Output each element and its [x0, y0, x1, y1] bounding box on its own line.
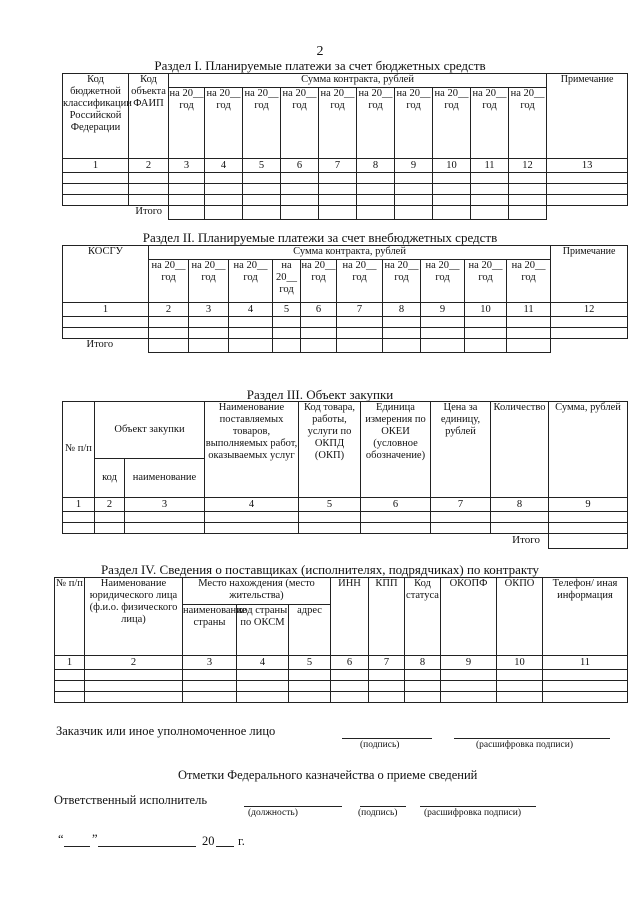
col-number: 8 [383, 303, 421, 317]
col-status: Код статуса [405, 578, 441, 656]
col-number: 9 [421, 303, 465, 317]
col-number: 2 [95, 498, 125, 512]
col-number: 3 [183, 656, 237, 670]
year-col: на 20__ год [169, 88, 205, 159]
table-row [63, 512, 628, 523]
col-number: 5 [299, 498, 361, 512]
year-col: на 20__ год [229, 260, 273, 303]
section-2-table [62, 245, 628, 353]
table-row [63, 184, 628, 195]
col-address: адрес [289, 605, 331, 656]
date-day-line [64, 846, 90, 847]
section-2-title: Раздел II. Планируемые платежи за счет внебюджетных средств [142, 230, 498, 245]
table-row [55, 692, 628, 703]
col-number: 6 [281, 159, 319, 173]
col-country-name: наименование страны [183, 605, 237, 656]
col-number: 11 [507, 303, 551, 317]
col-sum: Сумма контракта, рублей [149, 246, 551, 260]
col-number: 7 [319, 159, 357, 173]
col-number: 3 [189, 303, 229, 317]
col-note: Примечание [551, 246, 628, 303]
col-kbk: Код бюджетной классификации Российской Федерации [63, 74, 129, 159]
col-okpo: ОКПО [497, 578, 543, 656]
page-number: 2 [316, 44, 324, 59]
executor-label: Ответственный исполнитель [54, 793, 208, 807]
col-number: 2 [85, 656, 183, 670]
col-goods: Наименование поставляемых товаров, выполняемых работ, оказываемых услуг [205, 402, 299, 498]
decode-caption: (расшифровка подписи) [424, 808, 521, 818]
year-col: на 20__ год [205, 88, 243, 159]
col-number: 8 [405, 656, 441, 670]
col-num: № п/п [63, 402, 95, 498]
col-number: 1 [63, 498, 95, 512]
col-number: 7 [369, 656, 405, 670]
col-phone: Телефон/ иная информация [543, 578, 628, 656]
year-col: на 20__ год [301, 260, 337, 303]
total-label: Итого [135, 206, 162, 217]
col-okei: Единица измерения по ОКЕИ (условное обозначение) [361, 402, 431, 498]
position-caption: (должность) [248, 808, 298, 818]
total-label: Итого [512, 534, 540, 546]
col-number: 9 [395, 159, 433, 173]
col-number: 10 [497, 656, 543, 670]
year-col: на 20__ год [319, 88, 357, 159]
year-col: на 20__ год [509, 88, 547, 159]
col-number: 2 [149, 303, 189, 317]
col-number: 6 [361, 498, 431, 512]
col-number: 1 [63, 303, 149, 317]
year-col: на 20__ год [281, 88, 319, 159]
year-col: на 20__ год [189, 260, 229, 303]
col-number: 4 [205, 159, 243, 173]
col-total: Сумма, рублей [549, 402, 628, 498]
col-code: код [95, 459, 125, 498]
year-col: на 20__ год [471, 88, 509, 159]
col-faip: Код объекта ФАИП [129, 74, 169, 159]
table-row [55, 670, 628, 681]
col-number: 1 [55, 656, 85, 670]
col-note: Примечание [547, 74, 628, 159]
table-row [63, 328, 628, 339]
col-number: 6 [331, 656, 369, 670]
section-3-title: Раздел III. Объект закупки [246, 387, 394, 402]
col-number: 11 [471, 159, 509, 173]
col-number: 5 [273, 303, 301, 317]
col-number: 10 [433, 159, 471, 173]
col-okpd: Код товара, работы, услуги по ОКПД (ОКП) [299, 402, 361, 498]
col-number: 11 [543, 656, 628, 670]
col-kosgu: КОСГУ [63, 246, 149, 303]
col-object: Объект закупки [95, 402, 205, 459]
col-number: 9 [549, 498, 628, 512]
section-3-table [62, 401, 628, 549]
section-1-table [62, 73, 628, 220]
year-col: на 20__ год [243, 88, 281, 159]
year-col: на 20__ год [357, 88, 395, 159]
col-name: Наименование юридического лица (ф.и.о. физического лица) [85, 578, 183, 656]
col-qty: Количество [491, 402, 549, 498]
year-col: на 20__ год [465, 260, 507, 303]
col-number: 3 [169, 159, 205, 173]
table-row [63, 317, 628, 328]
date-quote-close: ” [92, 832, 98, 846]
col-number: 12 [509, 159, 547, 173]
col-number: 8 [491, 498, 549, 512]
year-col: на 20__ год [395, 88, 433, 159]
col-number: 5 [289, 656, 331, 670]
col-number: 7 [431, 498, 491, 512]
signature-line [360, 806, 406, 807]
col-number: 4 [205, 498, 299, 512]
signature-caption: (подпись) [360, 740, 400, 750]
col-number: 4 [237, 656, 289, 670]
table-row [63, 523, 628, 534]
decode-line [454, 738, 610, 739]
col-number: 8 [357, 159, 395, 173]
decode-caption: (расшифровка подписи) [476, 740, 573, 750]
section-4-table [54, 577, 628, 703]
col-number: 1 [63, 159, 129, 173]
col-number: 12 [551, 303, 628, 317]
year-col: на 20__ год [273, 260, 301, 303]
date-quote-open: “ [58, 832, 64, 846]
position-line [244, 806, 342, 807]
year-col: на 20__ год [149, 260, 189, 303]
table-row [55, 681, 628, 692]
section-4-title: Раздел IV. Сведения о поставщиках (исполнителях, подрядчиках) по контракту [100, 562, 540, 577]
decode-line [420, 806, 536, 807]
col-number: 6 [301, 303, 337, 317]
signature-line [342, 738, 432, 739]
col-num: № п/п [55, 578, 85, 656]
year-col: на 20__ год [433, 88, 471, 159]
date-month-line [98, 846, 196, 847]
table-row [63, 173, 628, 184]
col-kpp: КПП [369, 578, 405, 656]
total-label: Итого [86, 339, 114, 350]
col-inn: ИНН [331, 578, 369, 656]
col-sum: Сумма контракта, рублей [169, 74, 547, 88]
col-number: 10 [465, 303, 507, 317]
year-col: на 20__ год [421, 260, 465, 303]
year-col: на 20__ год [507, 260, 551, 303]
treasury-title: Отметки Федерального казначейства о приеме сведений [178, 768, 478, 782]
date-year: 20 [202, 834, 215, 848]
col-number: 3 [125, 498, 205, 512]
signature-caption: (подпись) [358, 808, 398, 818]
section-1-title: Раздел I. Планируемые платежи за счет бюджетных средств [154, 58, 486, 73]
col-location: Место нахождения (место жительства) [183, 578, 331, 605]
col-number: 4 [229, 303, 273, 317]
customer-label: Заказчик или иное уполномоченное лицо [56, 724, 276, 738]
year-col: на 20__ год [383, 260, 421, 303]
col-number: 13 [547, 159, 628, 173]
date-suffix: г. [238, 834, 245, 848]
col-number: 9 [441, 656, 497, 670]
col-price: Цена за единицу, рублей [431, 402, 491, 498]
col-number: 2 [129, 159, 169, 173]
col-name: наименование [125, 459, 205, 498]
table-row [63, 195, 628, 206]
col-okopf: ОКОПФ [441, 578, 497, 656]
date-year-line [216, 846, 234, 847]
col-number: 7 [337, 303, 383, 317]
year-col: на 20__ год [337, 260, 383, 303]
col-number: 5 [243, 159, 281, 173]
col-country-code: код страны по ОКСМ [237, 605, 289, 656]
